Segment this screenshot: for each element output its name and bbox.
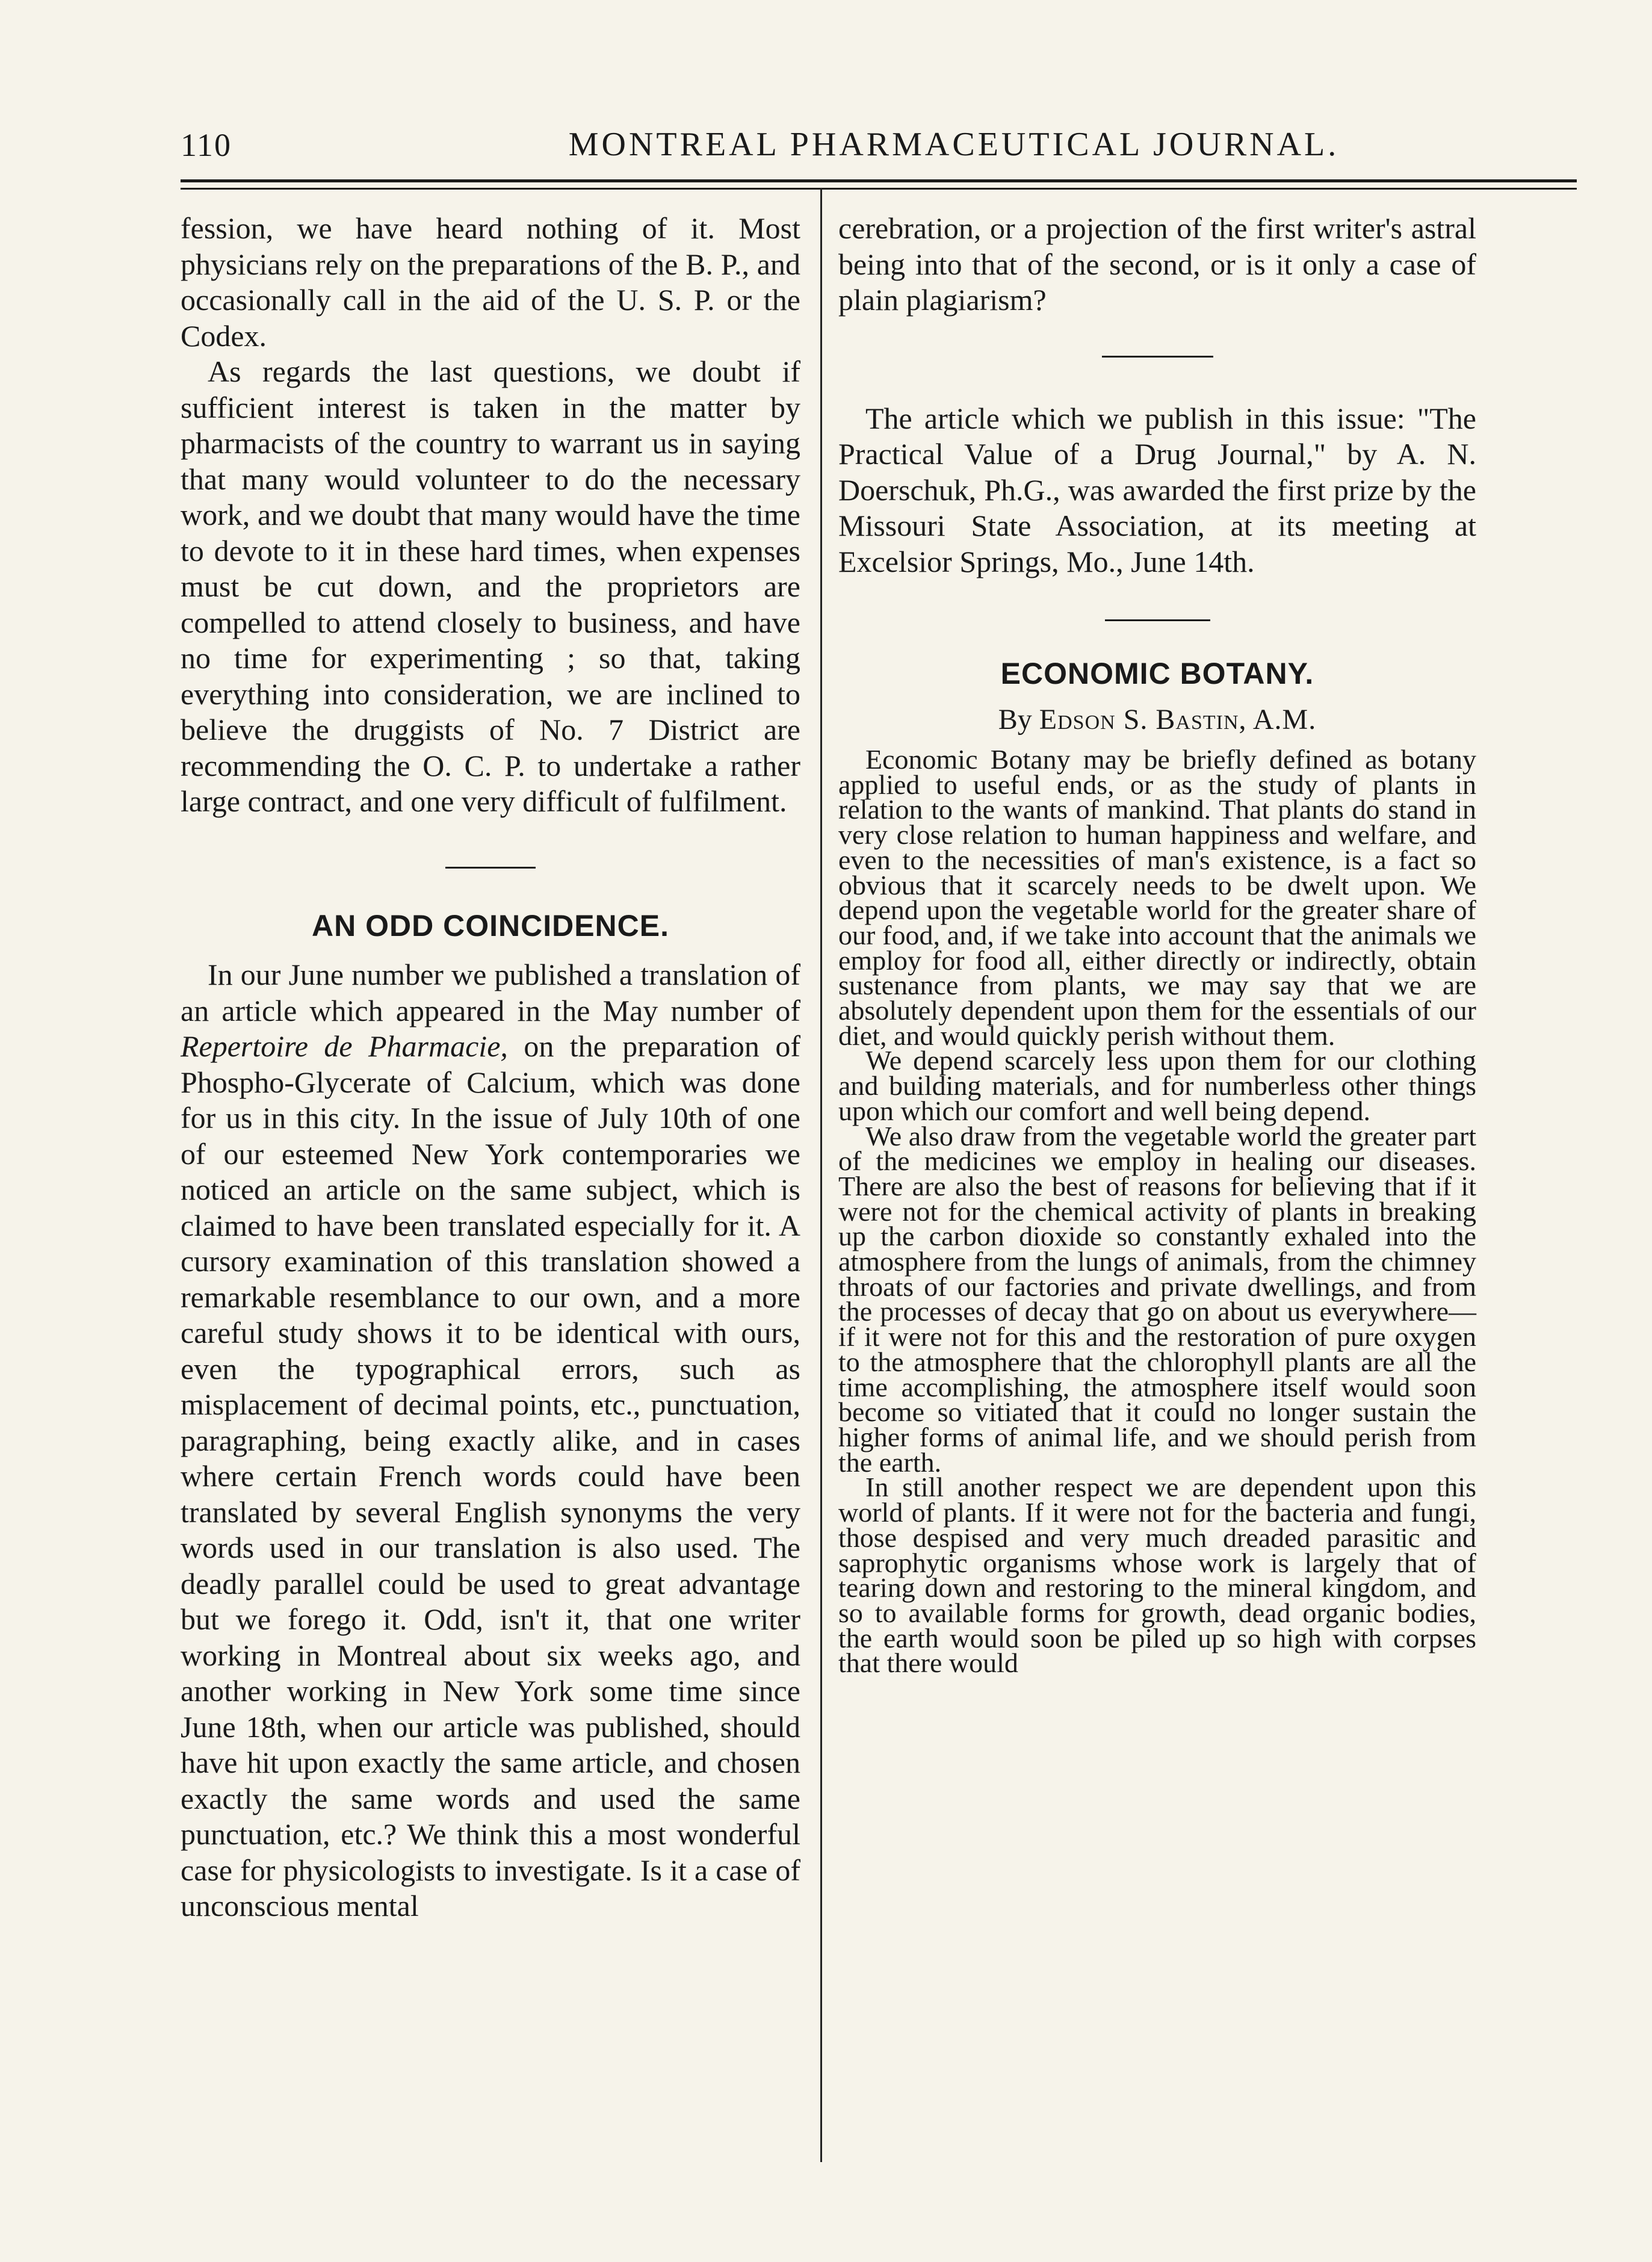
paragraph: We depend scarcely less upon them for our clothing and building materials, and for numberless other things upon which our comfort and well being depend. [838,1045,1476,1126]
header-rule-thin [181,188,1577,190]
continued-paragraph-right: cerebration, or a projection of the first writer's astral being into that of the second, or is it only a case of plain plagiarism? [838,211,1476,317]
paragraph: We also draw from the vegetable world the greater part of the medicines we employ in healing our diseases. There are also the best of reasons for believing that if it were not for the chemical activity of plants in breaking up the carbon dioxide so constantly exhaled into the atmosphere from the lungs of animals, from the chimney throats of our factories and private dwellings, and from the processes of decay that go on about us everywhere—if it were not for this and the restoration of pure oxygen to the atmosphere that the chlorophyll plants are all the time accomplishing, the atmosphere itself would soon become so vitiated that it could no longer sustain the higher forms of animal life, and we should perish from the earth. [838,1120,1476,1478]
body-text-rest: on the preparation of Phospho-Glycerate of Calcium, which was done for us in this city. In the issue of July 10th of one of our esteemed New York contemporaries we noticed an article on the same subject, which is claimed to have been translated especially for it. A cursory examination of this translation showed a remarkable resemblance to our own, and a more careful study shows it to be identical with ours, even the typographical errors, such as misplacement of decimal points, etc., punctuation, paragraphing, being exactly alike, and in cases where certain French words could have been translated by several English synonyms the very words used in our translation is also used. The deadly parallel could be used to great advantage but we forego it. Odd, isn't it, that one writer working in Montreal about six weeks ago, and another working in New York some time since June 18th, when our article was published, should have hit upon exactly the same article, and chosen exactly the same words and used the same punctuation, etc.? We think this a most wonderful case for physicologists to investigate. Is it a case of unconscious mental [181,1029,800,1923]
paragraph: Economic Botany may be briefly defined as botany applied to useful ends, or as the study of plants in relation to the wants of mankind. That plants do stand in very close relation to human happiness and welfare, and even to the necessities of man's existence, is a fact so obvious that it scarcely needs to be dwelt upon. We depend upon the vegetable world for the greater share of our food, and, if we take into account that the animals we employ for food all, either directly or indirectly, obtain sustenance from plants, we may say that we are absolutely dependent upon them for the essentials of our diet, and would quickly perish without them. [838,744,1476,1051]
page-number: 110 [181,127,232,163]
right-column [838,211,1476,1679]
odd-coincidence-body [181,957,800,1924]
odd-coincidence-title: AN ODD COINCIDENCE. [311,908,670,943]
continued-paragraph: fession, we have heard nothing of it. Most physicians rely on the preparations of the B. P., and occasionally call in the aid of the U. S. P. or the Codex. [181,211,800,353]
byline-prefix: By [998,703,1032,736]
author-name: Edson S. Bastin, A.M. [1039,703,1317,736]
economic-botany-title: ECONOMIC BOTANY. [1000,657,1314,690]
prize-article-note: The article which we publish in this issue: "The Practical Value of a Drug Journal," by A. N. Doerschuk, Ph.G., was awarded the first prize by the Missouri State Association, at its meeting at Excelsior Springs, Mo., June 14th. [838,401,1476,578]
running-title: MONTREAL PHARMACEUTICAL JOURNAL. [568,126,1340,163]
page-header [181,120,1577,175]
column-divider [820,188,822,2162]
paragraph: In still another respect we are dependent upon this world of plants. If it were not for the bacteria and fungi, those despised and very much dreaded parasitic and saprophytic organisms whose work is largely that of tearing down and restoring to the mineral kingdom, and so to available forms for growth, dead organic bodies, the earth would soon be piled up so high with corpses that there would [838,1472,1476,1679]
byline [838,702,1476,738]
section-separator [445,867,536,869]
paragraph-last-questions: As regards the last questions, we doubt if sufficient interest is taken in the matter by pharmacists of the country to warrant us in saying that many would volunteer to do the necessary work, and we doubt that many would have the time to devote to it in these hard times, when expenses must be cut down, and the proprietors are compelled to attend closely to business, and have no time for experimenting ; so that, taking everything into consideration, we are inclined to believe the druggists of No. 7 District are recommending the O. C. P. to undertake a rather large contract, and one very difficult of fulfilment. [181,355,800,818]
section-separator [1105,619,1210,621]
header-rule-thick [181,179,1577,182]
left-column [181,211,800,1924]
body-text-start: In our June number we published a translation of an article which appeared in the May number of [181,958,800,1027]
journal-title: Repertoire de Pharmacie, [181,1029,508,1063]
economic-botany-body [838,744,1476,1679]
section-separator [1102,356,1213,358]
